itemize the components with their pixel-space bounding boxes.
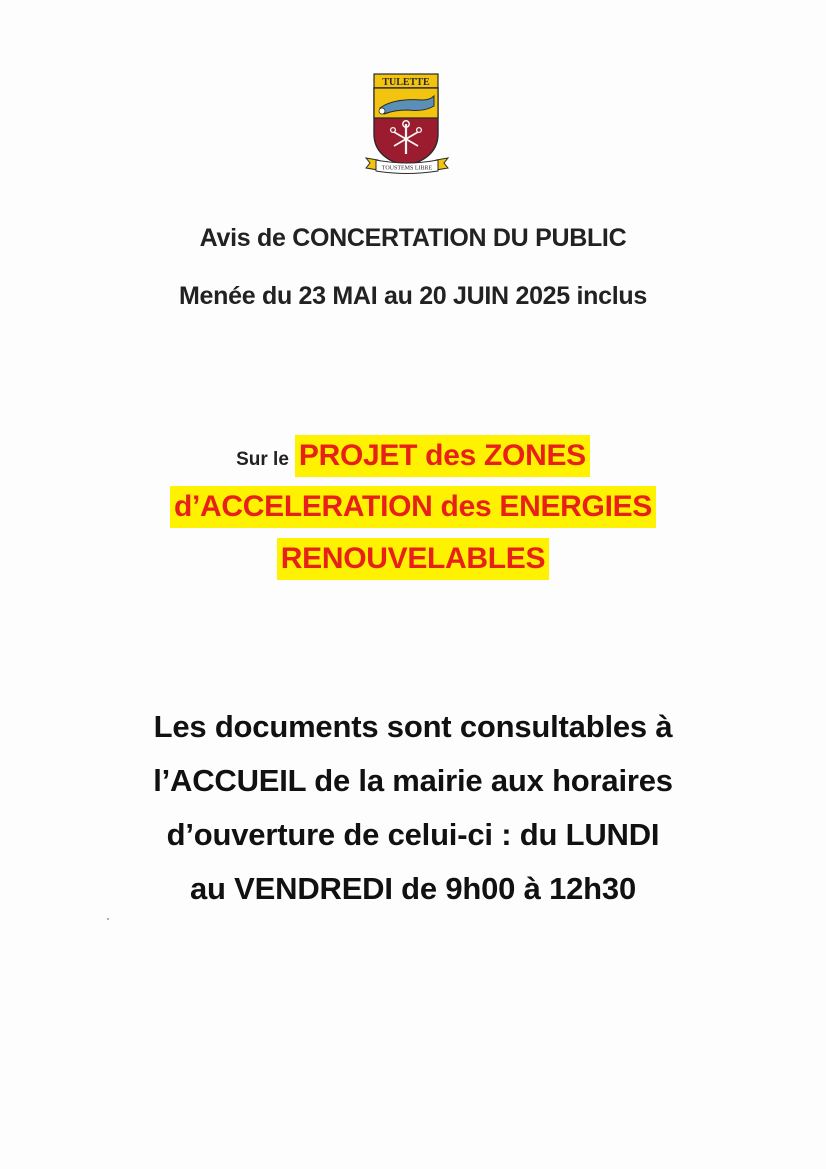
crest-top-banner: TULETTE <box>382 77 430 88</box>
notice-title: Avis de CONCERTATION DU PUBLIC <box>199 224 627 252</box>
consultation-info <box>0 700 826 916</box>
info-line-1: Les documents sont consultables à <box>153 709 673 744</box>
coat-of-arms-icon <box>364 72 450 176</box>
project-block <box>0 434 826 590</box>
info-line-4: au VENDREDI de 9h00 à 12h30 <box>189 871 636 906</box>
project-title-line-2: d’ACCELERATION des ENERGIES <box>170 486 656 528</box>
project-title-line-1: PROJET des ZONES <box>295 435 590 477</box>
tulette-coat-of-arms <box>364 72 450 176</box>
info-line-3: d’ouverture de celui-ci : du LUNDI <box>166 817 660 852</box>
scan-speck <box>107 918 109 920</box>
project-prefix: Sur le <box>236 449 289 470</box>
notice-dates: Menée du 23 MAI au 20 JUIN 2025 inclus <box>179 282 647 310</box>
project-title-line-3: RENOUVELABLES <box>277 538 549 580</box>
info-line-2: l’ACCUEIL de la mairie aux horaires <box>153 763 673 798</box>
crest-motto-banner: TOUSTEMS LIBRE <box>381 165 433 172</box>
